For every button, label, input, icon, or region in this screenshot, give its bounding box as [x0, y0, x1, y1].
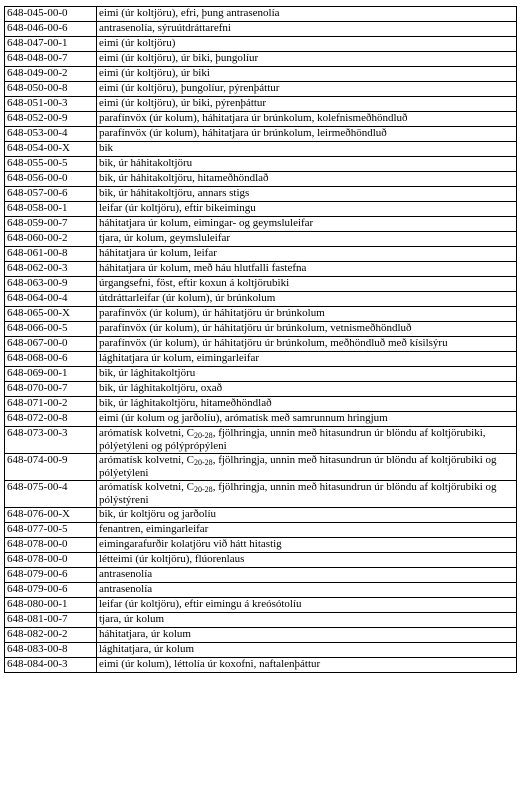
substance-name-cell: bik, úr háhitakoltjöru, annars stigs: [97, 187, 517, 202]
substance-name-cell: eimi (úr kolum), léttolía úr koxofni, naftalenþáttur: [97, 658, 517, 673]
table-row: [5, 382, 517, 397]
table-row: [5, 112, 517, 127]
index-number-cell: 648-066-00-5: [5, 322, 97, 337]
substance-name-cell: háhitatjara, úr kolum: [97, 628, 517, 643]
table-row: [5, 217, 517, 232]
table-row: [5, 157, 517, 172]
table-row: [5, 337, 517, 352]
substance-name-cell: bik, úr koltjöru og jarðolíu: [97, 508, 517, 523]
substance-name-cell: bik: [97, 142, 517, 157]
index-number-cell: 648-051-00-3: [5, 97, 97, 112]
table-row: [5, 262, 517, 277]
index-number-cell: 648-063-00-9: [5, 277, 97, 292]
index-number-cell: 648-076-00-X: [5, 508, 97, 523]
table-row: [5, 538, 517, 553]
substance-name-cell: parafínvöx (úr kolum), háhitatjara úr brúnkolum, kolefnismeðhöndluð: [97, 112, 517, 127]
table-row: [5, 187, 517, 202]
substance-name-cell: bik, úr lághitakoltjöru, oxað: [97, 382, 517, 397]
table-row: [5, 97, 517, 112]
index-number-cell: 648-057-00-6: [5, 187, 97, 202]
substance-table-body: [5, 7, 517, 673]
table-row: [5, 454, 517, 481]
substance-name-prefix: arómatísk kolvetni, C: [99, 481, 195, 493]
index-number-cell: 648-046-00-6: [5, 22, 97, 37]
table-row: [5, 583, 517, 598]
table-row: [5, 142, 517, 157]
index-number-cell: 648-054-00-X: [5, 142, 97, 157]
index-number-cell: 648-062-00-3: [5, 262, 97, 277]
substance-name-suffix: , fjölhringja, unnin með hitasundrun úr blöndu af koltjörubiki, pólýetýleni og pólýprópýleni: [99, 427, 486, 452]
table-row: [5, 658, 517, 673]
substance-name-cell: leifar (úr koltjöru), eftir eimingu á kreósótolíu: [97, 598, 517, 613]
substance-name-cell: lághitatjara, úr kolum: [97, 643, 517, 658]
substance-name-cell: háhitatjara úr kolum, eimingar- og geymsluleifar: [97, 217, 517, 232]
table-row: [5, 307, 517, 322]
index-number-cell: 648-080-00-1: [5, 598, 97, 613]
table-row: [5, 7, 517, 22]
substance-name-cell: lághitatjara úr kolum, eimingarleifar: [97, 352, 517, 367]
table-row: [5, 598, 517, 613]
substance-name-cell: [97, 427, 517, 454]
index-number-cell: 648-071-00-2: [5, 397, 97, 412]
carbon-range-subscript: 20-28: [194, 485, 213, 494]
index-number-cell: 648-081-00-7: [5, 613, 97, 628]
substance-name-cell: antrasenolía, sýruútdráttarefni: [97, 22, 517, 37]
substance-name-cell: eimi (úr koltjöru), úr biki: [97, 67, 517, 82]
substance-name-cell: eimi (úr koltjöru), þungolíur, pýrenþáttur: [97, 82, 517, 97]
substance-name-prefix: arómatísk kolvetni, C: [99, 427, 195, 439]
index-number-cell: 648-065-00-X: [5, 307, 97, 322]
index-number-cell: 648-083-00-8: [5, 643, 97, 658]
carbon-range-subscript: 20-28: [194, 458, 213, 467]
index-number-cell: 648-068-00-6: [5, 352, 97, 367]
substance-name-cell: [97, 454, 517, 481]
index-number-cell: 648-077-00-5: [5, 523, 97, 538]
index-number-cell: 648-058-00-1: [5, 202, 97, 217]
substance-name-cell: bik, úr háhitakoltjöru, hitameðhöndlað: [97, 172, 517, 187]
substance-name-cell: parafínvöx (úr kolum), úr háhitatjöru úr brúnkolum, vetnismeðhöndluð: [97, 322, 517, 337]
index-number-cell: 648-074-00-9: [5, 454, 97, 481]
substance-name-cell: eimi (úr koltjöru), efri, þung antrasenolía: [97, 7, 517, 22]
index-number-cell: 648-079-00-6: [5, 583, 97, 598]
substance-name-cell: eimingarafurðir kolatjöru við hátt hitastig: [97, 538, 517, 553]
index-number-cell: 648-067-00-0: [5, 337, 97, 352]
substance-name-cell: eimi (úr koltjöru), úr biki, pýrenþáttur: [97, 97, 517, 112]
table-row: [5, 367, 517, 382]
table-row: [5, 322, 517, 337]
carbon-range-subscript: 20-28: [194, 431, 213, 440]
table-row: [5, 568, 517, 583]
table-row: [5, 523, 517, 538]
index-number-cell: 648-078-00-0: [5, 538, 97, 553]
index-number-cell: 648-070-00-7: [5, 382, 97, 397]
substance-name-prefix: arómatísk kolvetni, C: [99, 454, 195, 466]
table-row: [5, 277, 517, 292]
table-row: [5, 352, 517, 367]
index-number-cell: 648-078-00-0: [5, 553, 97, 568]
substance-name-cell: bik, úr lághitakoltjöru: [97, 367, 517, 382]
index-number-cell: 648-082-00-2: [5, 628, 97, 643]
substance-name-cell: parafínvöx (úr kolum), úr háhitatjöru úr brúnkolum, meðhöndluð með kísilsýru: [97, 337, 517, 352]
table-row: [5, 643, 517, 658]
substance-name-cell: bik, úr háhitakoltjöru: [97, 157, 517, 172]
substance-name-cell: úrgangsefni, föst, eftir koxun á koltjörubiki: [97, 277, 517, 292]
table-row: [5, 172, 517, 187]
substance-name-cell: útdráttarleifar (úr kolum), úr brúnkolum: [97, 292, 517, 307]
index-number-cell: 648-069-00-1: [5, 367, 97, 382]
table-row: [5, 67, 517, 82]
table-row: [5, 292, 517, 307]
substance-name-cell: fenantren, eimingarleifar: [97, 523, 517, 538]
table-row: [5, 481, 517, 508]
substance-name-cell: parafínvöx (úr kolum), háhitatjara úr brúnkolum, leirmeðhöndluð: [97, 127, 517, 142]
table-row: [5, 37, 517, 52]
table-row: [5, 127, 517, 142]
index-number-cell: 648-084-00-3: [5, 658, 97, 673]
index-number-cell: 648-047-00-1: [5, 37, 97, 52]
index-number-cell: 648-052-00-9: [5, 112, 97, 127]
substance-name-cell: antrasenolía: [97, 568, 517, 583]
index-number-cell: 648-050-00-8: [5, 82, 97, 97]
substance-table: [4, 6, 517, 673]
table-row: [5, 202, 517, 217]
table-row: [5, 52, 517, 67]
substance-name-cell: parafínvöx (úr kolum), úr háhitatjöru úr brúnkolum: [97, 307, 517, 322]
index-number-cell: 648-049-00-2: [5, 67, 97, 82]
index-number-cell: 648-056-00-0: [5, 172, 97, 187]
index-number-cell: 648-045-00-0: [5, 7, 97, 22]
substance-name-cell: tjara, úr kolum, geymsluleifar: [97, 232, 517, 247]
index-number-cell: 648-060-00-2: [5, 232, 97, 247]
table-row: [5, 628, 517, 643]
substance-name-cell: eimi (úr kolum og jarðolíu), arómatísk með samrunnum hringjum: [97, 412, 517, 427]
table-row: [5, 397, 517, 412]
index-number-cell: 648-072-00-8: [5, 412, 97, 427]
index-number-cell: 648-075-00-4: [5, 481, 97, 508]
index-number-cell: 648-048-00-7: [5, 52, 97, 67]
index-number-cell: 648-073-00-3: [5, 427, 97, 454]
index-number-cell: 648-059-00-7: [5, 217, 97, 232]
table-row: [5, 247, 517, 262]
table-row: [5, 508, 517, 523]
table-row: [5, 427, 517, 454]
index-number-cell: 648-079-00-6: [5, 568, 97, 583]
substance-name-suffix: , fjölhringja, unnin með hitasundrun úr blöndu af koltjörubiki og pólýetýleni: [99, 454, 497, 479]
index-number-cell: 648-055-00-5: [5, 157, 97, 172]
substance-name-cell: háhitatjara úr kolum, leifar: [97, 247, 517, 262]
table-row: [5, 22, 517, 37]
index-number-cell: 648-061-00-8: [5, 247, 97, 262]
substance-name-cell: eimi (úr koltjöru), úr biki, þungolíur: [97, 52, 517, 67]
table-row: [5, 412, 517, 427]
substance-name-suffix: , fjölhringja, unnin með hitasundrun úr blöndu af koltjörubiki og pólýstýreni: [99, 481, 497, 506]
substance-name-cell: tjara, úr kolum: [97, 613, 517, 628]
substance-name-cell: antrasenolía: [97, 583, 517, 598]
index-number-cell: 648-053-00-4: [5, 127, 97, 142]
substance-name-cell: létteimi (úr koltjöru), flúorenlaus: [97, 553, 517, 568]
substance-name-cell: leifar (úr koltjöru), eftir bikeimingu: [97, 202, 517, 217]
substance-name-cell: [97, 481, 517, 508]
index-number-cell: 648-064-00-4: [5, 292, 97, 307]
substance-name-cell: háhitatjara úr kolum, með háu hlutfalli fastefna: [97, 262, 517, 277]
substance-name-cell: eimi (úr koltjöru): [97, 37, 517, 52]
substance-name-cell: bik, úr lághitakoltjöru, hitameðhöndlað: [97, 397, 517, 412]
table-row: [5, 553, 517, 568]
table-row: [5, 82, 517, 97]
table-row: [5, 232, 517, 247]
table-row: [5, 613, 517, 628]
